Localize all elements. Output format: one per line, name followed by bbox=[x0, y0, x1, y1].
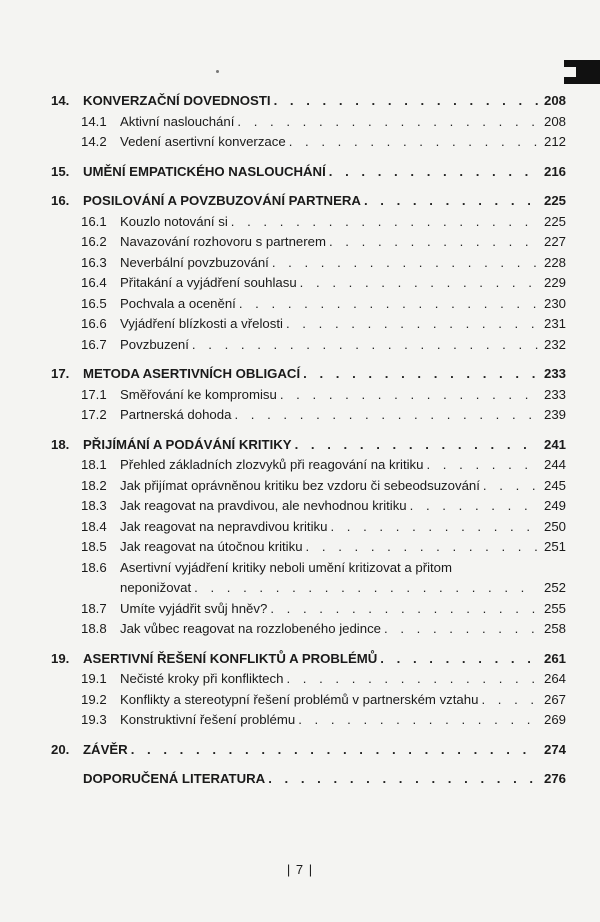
toc-title: Jak reagovat na nepravdivou kritiku bbox=[120, 518, 328, 534]
toc-title: Jak reagovat na útočnou kritiku bbox=[120, 539, 303, 554]
toc-page-number: 267 bbox=[543, 691, 566, 707]
toc-page-number: 250 bbox=[543, 518, 566, 534]
toc-chapter[interactable]: 17. METODA ASERTIVNÍCH OBLIGACÍ . . . 233 bbox=[51, 366, 566, 387]
toc-section[interactable]: 18.6 Asertivní vyjádření kritiky neboli umění kritizovat a přitom bbox=[81, 559, 453, 575]
toc-title: Konflikty a stereotypní řešení problémů v partnerském vztahu bbox=[120, 691, 479, 707]
toc-section[interactable]: 16.6 Vyjádření blízkosti a vřelosti . . . 231 bbox=[51, 316, 566, 337]
leader-dots bbox=[297, 275, 538, 290]
table-of-contents bbox=[51, 93, 566, 792]
toc-title: ASERTIVNÍ ŘEŠENÍ KONFLIKTŮ A PROBLÉMŮ bbox=[83, 650, 378, 666]
toc-page-number: 258 bbox=[543, 621, 566, 636]
toc-chapter[interactable]: 20. ZÁVĚR . . . 274 bbox=[51, 742, 566, 763]
leader-dots bbox=[326, 164, 538, 179]
leader-dots bbox=[271, 93, 538, 108]
toc-title: Přitakání a vyjádření souhlasu bbox=[120, 275, 297, 290]
toc-page-number: 233 bbox=[543, 366, 566, 381]
toc-section[interactable]: 19.1 Nečisté kroky při konfliktech . . . 264 bbox=[51, 671, 566, 692]
toc-title: Vyjádření blízkosti a vřelosti bbox=[120, 316, 283, 331]
toc-section[interactable]: 18.4 Jak reagovat na nepravdivou kritiku . . . 250 bbox=[51, 519, 566, 540]
toc-section[interactable]: 16.1 Kouzlo notování si . . . 225 bbox=[51, 214, 566, 235]
toc-page-number: 208 bbox=[543, 93, 566, 108]
toc-section[interactable]: 19.2 Konflikty a stereotypní řešení problémů v partnerském vztahu . . . 267 bbox=[51, 692, 566, 713]
toc-chapter[interactable]: 16. POSILOVÁNÍ A POVZBUZOVÁNÍ PARTNERA . . . 225 bbox=[51, 193, 566, 214]
toc-title: Konstruktivní řešení problému bbox=[120, 712, 296, 727]
toc-page-number: 233 bbox=[543, 386, 566, 402]
toc-title: ZÁVĚR bbox=[83, 741, 128, 757]
toc-page-number: 251 bbox=[543, 539, 566, 554]
toc-section[interactable]: 16.5 Pochvala a ocenění . . . 230 bbox=[51, 296, 566, 317]
toc-page-number: 249 bbox=[543, 498, 566, 513]
toc-page-number: 229 bbox=[543, 275, 566, 290]
toc-title: Jak přijímat oprávněnou kritiku bez vzdoru či sebeodsuzování bbox=[120, 477, 480, 493]
toc-section[interactable]: 18.8 Jak vůbec reagovat na rozzlobeného jedince . . . 258 bbox=[51, 621, 566, 642]
toc-page-number: 239 bbox=[543, 407, 566, 422]
toc-page-number: 274 bbox=[543, 741, 566, 757]
toc-title: Přehled základních zlozvyků při reagování na kritiku bbox=[120, 457, 424, 472]
toc-section[interactable]: 17.1 Směřování ke kompromisu . . . 233 bbox=[51, 387, 566, 408]
leader-dots bbox=[228, 214, 538, 229]
toc-page-number: 225 bbox=[543, 213, 566, 229]
toc-page-number: 231 bbox=[543, 316, 566, 331]
leader-dots bbox=[283, 316, 538, 331]
toc-section[interactable]: 14.1 Aktivní naslouchání . . . 208 bbox=[51, 114, 566, 135]
toc-title: Pochvala a ocenění bbox=[120, 295, 236, 311]
toc-section[interactable]: 18.3 Jak reagovat na pravdivou, ale nevhodnou kritiku . . . 249 bbox=[51, 498, 566, 519]
leader-dots bbox=[303, 539, 538, 554]
toc-chapter[interactable]: 18. PŘIJÍMÁNÍ A PODÁVÁNÍ KRITIKY . . . 241 bbox=[51, 437, 566, 458]
toc-page-number: 230 bbox=[543, 295, 566, 311]
leader-dots bbox=[407, 498, 538, 513]
leader-dots bbox=[327, 519, 538, 534]
toc-section[interactable]: 17.2 Partnerská dohoda . . . 239 bbox=[51, 407, 566, 428]
toc-title: Povzbuzení bbox=[120, 336, 189, 352]
toc-chapter[interactable]: 15. UMĚNÍ EMPATICKÉHO NASLOUCHÁNÍ . . . 216 bbox=[51, 164, 566, 185]
toc-page-number: 232 bbox=[543, 336, 566, 352]
toc-title: METODA ASERTIVNÍCH OBLIGACÍ bbox=[83, 366, 301, 381]
toc-section[interactable]: 16.4 Přitakání a vyjádření souhlasu . . . 229 bbox=[51, 275, 566, 296]
leader-dots bbox=[277, 387, 538, 402]
leader-dots bbox=[265, 771, 538, 786]
toc-page-number: 216 bbox=[543, 163, 566, 179]
leader-dots bbox=[231, 407, 538, 422]
toc-page-number: 225 bbox=[543, 193, 566, 208]
leader-dots bbox=[236, 296, 538, 311]
leader-dots bbox=[283, 671, 538, 686]
leader-dots bbox=[191, 580, 538, 595]
section-tab-mark bbox=[562, 52, 600, 92]
toc-page-number: 244 bbox=[543, 457, 566, 472]
print-speck bbox=[216, 70, 219, 73]
toc-page-number: 212 bbox=[543, 134, 566, 149]
toc-title: Jak vůbec reagovat na rozzlobeného jedince bbox=[120, 621, 381, 636]
toc-page-number: 245 bbox=[543, 477, 566, 493]
leader-dots bbox=[295, 712, 538, 727]
leader-dots bbox=[286, 134, 538, 149]
toc-page-number: 252 bbox=[543, 580, 566, 595]
leader-dots bbox=[234, 114, 538, 129]
toc-page-number: 228 bbox=[543, 254, 566, 270]
toc-title-continued: neponižovat bbox=[120, 580, 192, 595]
leader-dots bbox=[381, 621, 538, 636]
toc-section[interactable]: 18.1 Přehled základních zlozvyků při reagování na kritiku . . . 244 bbox=[51, 457, 566, 478]
toc-section[interactable]: 16.2 Navazování rozhovoru s partnerem . . . 227 bbox=[51, 234, 566, 255]
toc-page-number: 264 bbox=[543, 671, 566, 686]
toc-page-number: 227 bbox=[543, 234, 566, 249]
toc-title: Jak reagovat na pravdivou, ale nevhodnou kritiku bbox=[120, 498, 407, 513]
leader-dots bbox=[480, 478, 538, 493]
leader-dots bbox=[361, 193, 538, 208]
toc-title: POSILOVÁNÍ A POVZBUZOVÁNÍ PARTNERA bbox=[83, 193, 361, 208]
toc-page-number: 261 bbox=[543, 650, 566, 666]
toc-page-number: 255 bbox=[543, 600, 566, 616]
toc-page-number: 276 bbox=[543, 771, 566, 786]
toc-title: Směřování ke kompromisu bbox=[120, 386, 277, 402]
leader-dots bbox=[292, 437, 538, 452]
toc-section[interactable]: 16.7 Povzbuzení . . . 232 bbox=[51, 337, 566, 358]
toc-section[interactable]: 18.5 Jak reagovat na útočnou kritiku . . . 251 bbox=[51, 539, 566, 560]
toc-page-number: 269 bbox=[543, 712, 566, 727]
toc-chapter[interactable] bbox=[51, 771, 566, 792]
toc-title: Partnerská dohoda bbox=[120, 407, 232, 422]
leader-dots bbox=[300, 366, 538, 381]
toc-title: Umíte vyjádřit svůj hněv? bbox=[120, 600, 268, 616]
toc-title: KONVERZAČNÍ DOVEDNOSTI bbox=[83, 93, 271, 108]
leader-dots bbox=[269, 255, 538, 270]
toc-page-number: 241 bbox=[543, 436, 566, 452]
leader-dots bbox=[377, 651, 538, 666]
toc-title: Navazování rozhovoru s partnerem bbox=[120, 234, 326, 249]
toc-section-continuation[interactable] bbox=[51, 580, 566, 601]
toc-section[interactable]: 18.7 Umíte vyjádřit svůj hněv? . . . 255 bbox=[51, 601, 566, 622]
leader-dots bbox=[423, 457, 538, 472]
toc-section[interactable]: 19.3 Konstruktivní řešení problému . . . 269 bbox=[51, 712, 566, 733]
toc-section[interactable]: 16.3 Neverbální povzbuzování . . . 228 bbox=[51, 255, 566, 276]
toc-title: Aktivní naslouchání bbox=[120, 113, 235, 129]
toc-section[interactable]: 18.2 Jak přijímat oprávněnou kritiku bez vzdoru či sebeodsuzování . . . 245 bbox=[51, 478, 566, 499]
toc-page-number: 208 bbox=[543, 113, 566, 129]
leader-dots bbox=[128, 742, 538, 757]
leader-dots bbox=[478, 692, 538, 707]
toc-section[interactable]: 14.2 Vedení asertivní konverzace . . . 212 bbox=[51, 134, 566, 155]
toc-title: PŘIJÍMÁNÍ A PODÁVÁNÍ KRITIKY bbox=[83, 436, 292, 452]
page-number: | 7 | bbox=[286, 862, 314, 877]
toc-title: Vedení asertivní konverzace bbox=[120, 134, 286, 149]
toc-title: Nečisté kroky při konfliktech bbox=[120, 671, 284, 686]
leader-dots bbox=[326, 234, 538, 249]
toc-title: DOPORUČENÁ LITERATURA bbox=[83, 771, 266, 786]
toc-chapter[interactable]: 19. ASERTIVNÍ ŘEŠENÍ KONFLIKTŮ A PROBLÉMŮ . . . 261 bbox=[51, 651, 566, 672]
toc-title: Kouzlo notování si bbox=[120, 213, 228, 229]
leader-dots bbox=[189, 337, 538, 352]
toc-title: Neverbální povzbuzování bbox=[120, 254, 269, 270]
toc-title: Asertivní vyjádření kritiky neboli umění kritizovat a přitom bbox=[120, 559, 453, 575]
leader-dots bbox=[267, 601, 538, 616]
toc-title: UMĚNÍ EMPATICKÉHO NASLOUCHÁNÍ bbox=[83, 163, 326, 179]
toc-chapter[interactable]: 14. KONVERZAČNÍ DOVEDNOSTI . . . 208 bbox=[51, 93, 566, 114]
